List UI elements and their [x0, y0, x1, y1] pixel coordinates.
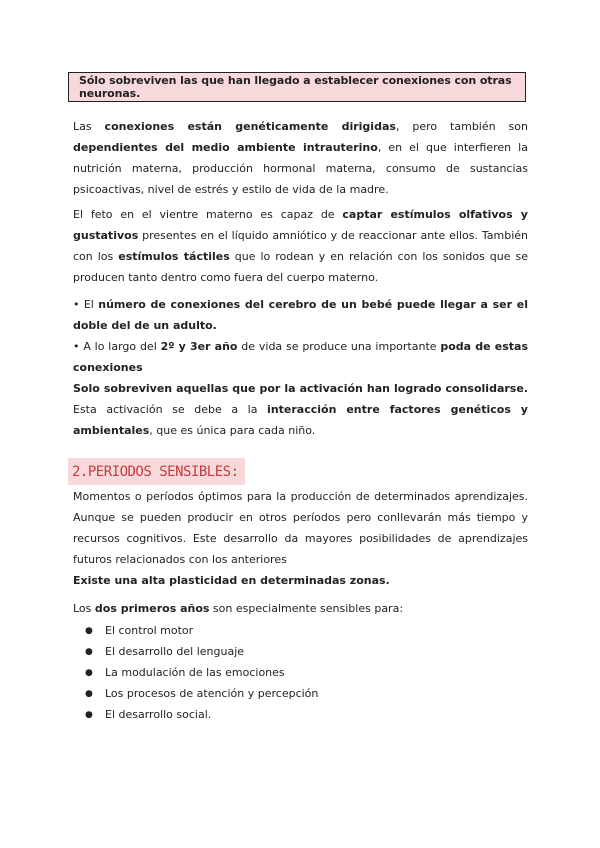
paragraph-feto [73, 204, 528, 288]
text: son especialmente sensibles para: [209, 602, 404, 615]
list-item: ● La modulación de las emociones [85, 666, 285, 679]
paragraph-periodos [73, 486, 528, 591]
text: , pero también son [395, 120, 528, 133]
highlight-callout [68, 72, 526, 102]
bullet-icon: ● [85, 709, 93, 720]
section-heading [68, 458, 245, 485]
list-item: ● Los procesos de atención y percepción [85, 687, 319, 700]
bullet-icon: ● [85, 667, 93, 678]
section-heading-text: 2.PERIODOS SENSIBLES: [72, 463, 239, 480]
bullet-line-2: • A lo largo del 2º y 3er año de vida se produce una importante poda de estas conexiones [73, 340, 528, 374]
text: Las [73, 120, 105, 133]
text: que lo rodean y en relación con los sonidos que se producen tanto dentro como fuera del cuerpo materno. [73, 250, 528, 284]
list-item: ● El desarrollo social. [85, 708, 212, 721]
text: Momentos o períodos óptimos para la producción de determinados aprendizajes. Aunque se pueden producir en otros períodos pero conllevarán más tiempo y recursos cognitivos. Este desarrollo da mayores posibilidades de aprendizajes futuros relacionados con los anteriores [73, 490, 528, 566]
bold-text: conexiones están genéticamente dirigidas [104, 120, 396, 133]
list-item: ● El desarrollo del lenguaje [85, 645, 245, 658]
text: presentes en el líquido amniótico y de reaccionar ante ellos. También con los [73, 229, 528, 263]
bold-text: captar estímulos olfativos y gustativos [73, 208, 528, 242]
sensitive-areas-list [85, 620, 318, 725]
paragraph-primeros-anos [73, 598, 528, 619]
bold-text: Existe una alta plasticidad en determinadas zonas. [73, 574, 390, 587]
text: , en el que interfieren la nutrición materna, producción hormonal materna, consumo de sustancias psicoactivas, nivel de estrés y estilo de vida de la madre. [73, 141, 528, 196]
bold-text: dependientes del medio ambiente intrauterino [73, 141, 378, 154]
bullet-line-1: • El número de conexiones del cerebro de un bebé puede llegar a ser el doble del de un adulto. [73, 298, 528, 332]
text: Los [73, 602, 95, 615]
paragraph-bullets [73, 294, 528, 441]
bold-text: dos primeros años [94, 602, 210, 615]
consolidation-line: Solo sobreviven aquellas que por la activación han logrado consolidarse. Esta activación se debe a la interacción entre factores genéticos y ambientales, que es única para cada niño. [73, 382, 528, 437]
text: El feto en el vientre materno es capaz de [73, 208, 343, 221]
bold-text: estímulos táctiles [118, 250, 230, 263]
callout-text: Sólo sobreviven las que han llegado a establecer conexiones con otras neuronas. [79, 74, 512, 100]
list-item: ● El control motor [85, 624, 194, 637]
bullet-icon: ● [85, 688, 93, 699]
paragraph-conexiones [73, 116, 528, 200]
bullet-icon: ● [85, 646, 93, 657]
bullet-icon: ● [85, 625, 93, 636]
